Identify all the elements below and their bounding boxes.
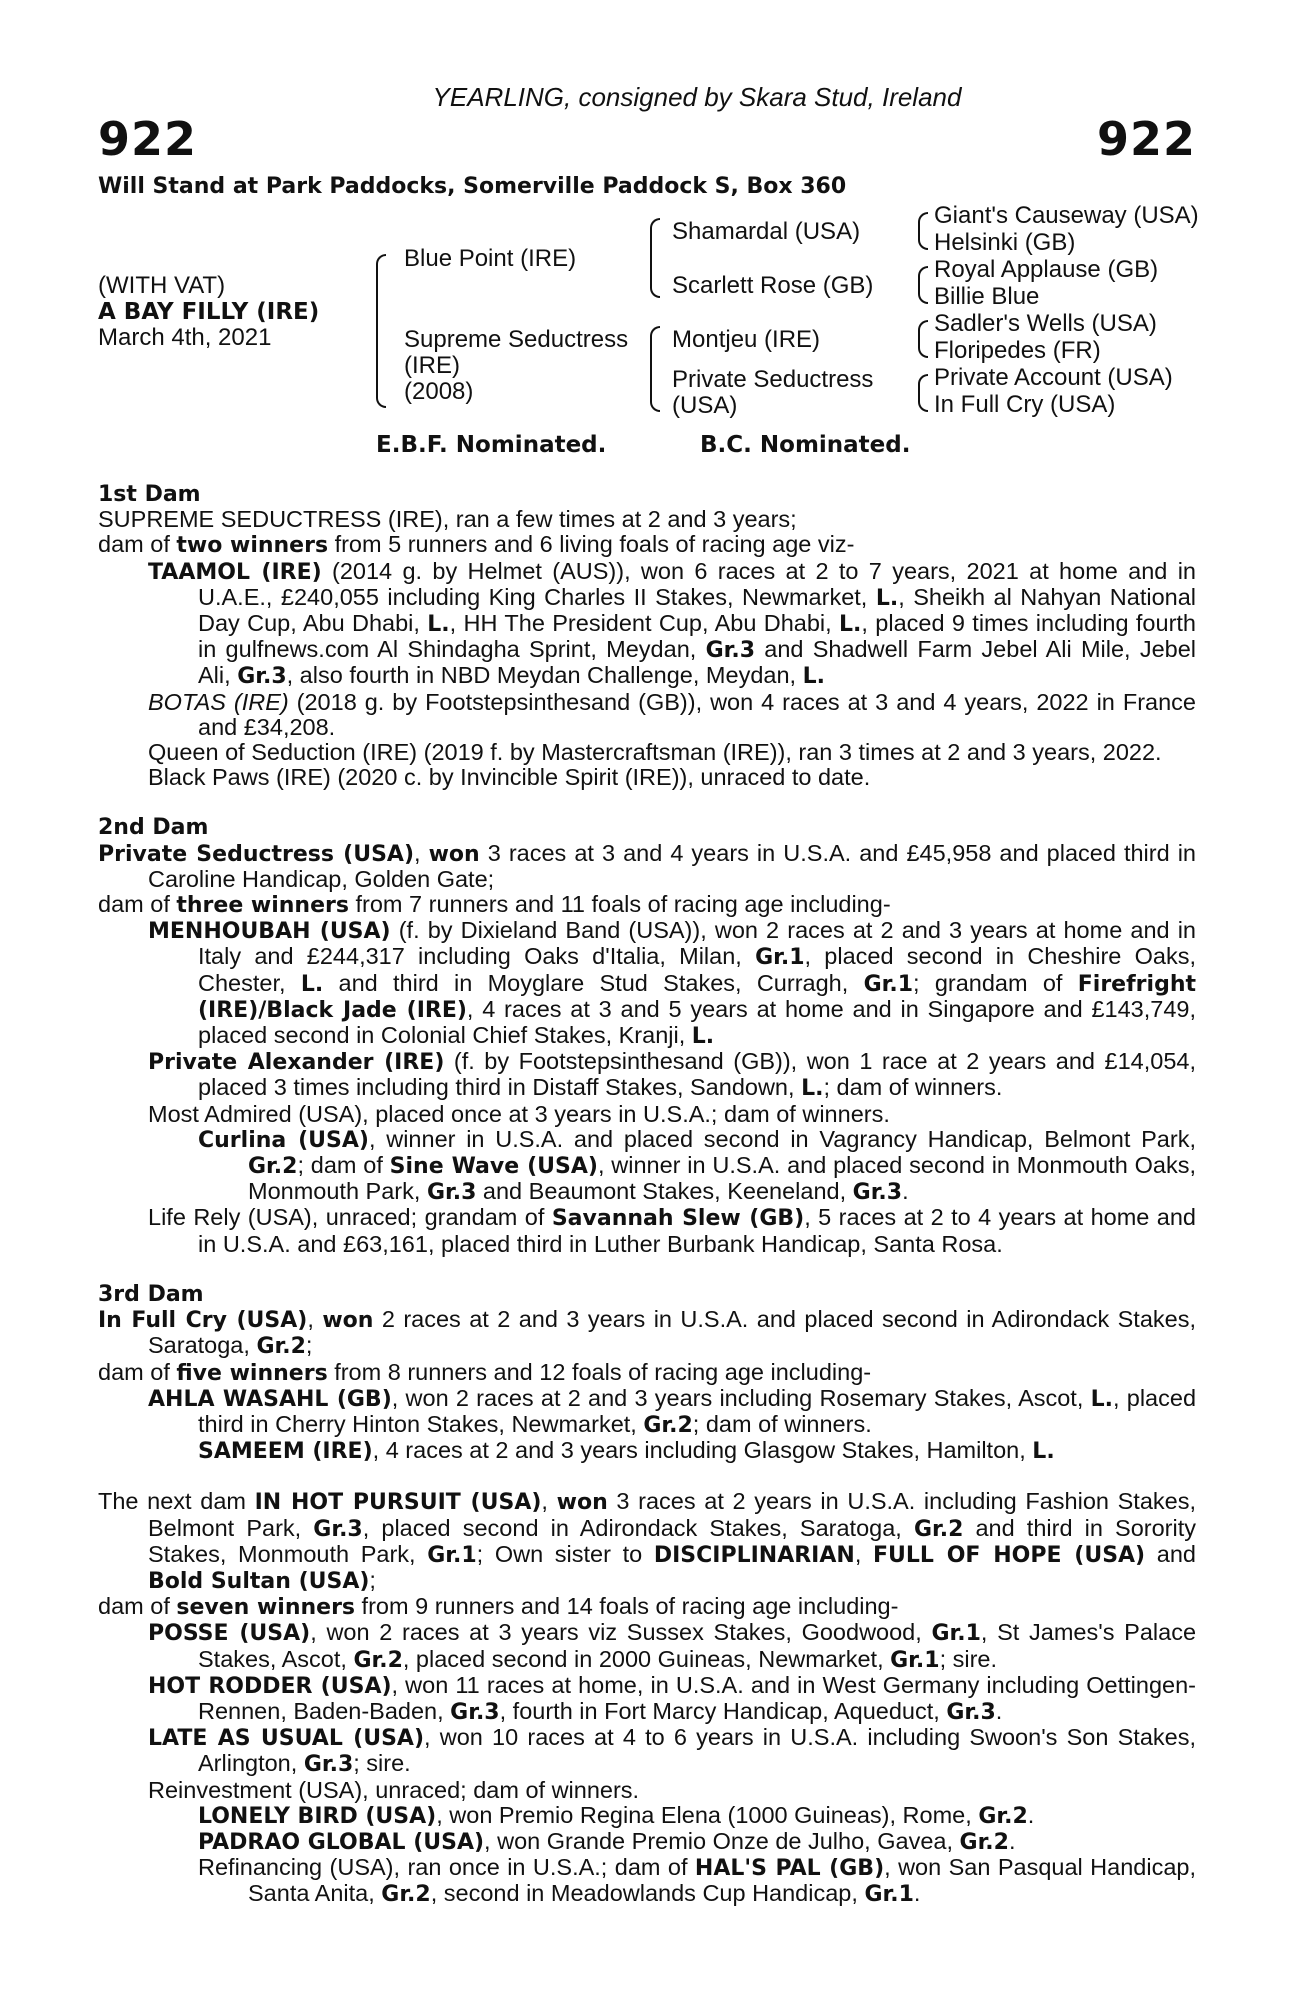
progeny-ahla-wasahl: AHLA WASAHL (GB), won 2 races at 2 and 3 years including Rosemary Stakes, Ascot, L., placed third in Cherry Hinton Stakes, Newmarket, Gr.2; dam of winners. <box>148 1384 1197 1438</box>
pedigree-brace-ss <box>918 212 928 250</box>
pedigree-sds: Royal Applause (GB) <box>934 256 1159 283</box>
pedigree-brace-dam <box>650 326 660 412</box>
third-dam-dam-of: dam of five winners from 8 runners and 12 foals of racing age including- <box>98 1358 872 1386</box>
consignment-line: YEARLING, consigned by Skara Stud, Ireland <box>432 82 962 112</box>
third-dam-heading: 3rd Dam <box>98 1281 204 1307</box>
pedigree-sire-sire: Shamardal (USA) <box>672 218 861 245</box>
progeny-black-paws: Black Paws (IRE) (2020 c. by Invincible Spirit (IRE)), unraced to date. <box>148 764 871 791</box>
pedigree-sdd: Billie Blue <box>934 283 1040 310</box>
pedigree-brace-sire <box>650 218 660 298</box>
foaling-date: March 4th, 2021 <box>98 324 272 351</box>
vat-note: (WITH VAT) <box>98 272 226 299</box>
pedigree-sire: Blue Point (IRE) <box>404 245 577 272</box>
progeny-posse: POSSE (USA), won 2 races at 3 years viz Sussex Stakes, Goodwood, Gr.1, St James's Palace Stakes, Ascot, Gr.2, placed second in 2000 Guineas, Newmarket, Gr.1; sire. <box>148 1619 1197 1673</box>
pedigree-dds: Private Account (USA) <box>934 364 1173 391</box>
progeny-private-alexander: Private Alexander (IRE) (f. by Footstepsinthesand (GB)), won 1 race at 2 years and £14,054, placed 3 times including third in Distaff Stakes, Sandown, L.; dam of winners. <box>148 1048 1196 1102</box>
horse-name: A BAY FILLY (IRE) <box>98 299 320 325</box>
second-dam-dam-of: dam of three winners from 7 runners and 11 foals of racing age including- <box>98 891 891 919</box>
pedigree-brace-dd <box>918 374 928 412</box>
progeny-refinancing: Refinancing (USA), ran once in U.S.A.; dam of HAL'S PAL (GB), won San Pasqual Handicap, Santa Anita, Gr.2, second in Meadowlands Cup Handicap, Gr.1. <box>198 1854 1196 1908</box>
next-dam-dam-of: dam of seven winners from 9 runners and 14 foals of racing age including- <box>98 1593 899 1621</box>
first-dam-heading: 1st Dam <box>98 482 201 507</box>
progeny-lonely-bird: LONELY BIRD (USA), won Premio Regina Elena (1000 Guineas), Rome, Gr.2. <box>198 1801 1035 1829</box>
pedigree-dss: Sadler's Wells (USA) <box>934 310 1157 337</box>
progeny-curlina: Curlina (USA), winner in U.S.A. and placed second in Vagrancy Handicap, Belmont Park, Gr.2; dam of Sine Wave (USA), winner in U.S.A. and placed second in Monmouth Oaks, Monmouth Park, Gr.3 and Beaumont Stakes, Keeneland, Gr.3. <box>198 1125 1196 1206</box>
progeny-late-as-usual: LATE AS USUAL (USA), won 10 races at 4 to 6 years in U.S.A. including Swoon's Son Stakes, Arlington, Gr.3; sire. <box>148 1724 1197 1778</box>
third-dam-summary: In Full Cry (USA), won 2 races at 2 and 3 years in U.S.A. and placed second in Adirondack Stakes, Saratoga, Gr.2; <box>98 1306 1197 1360</box>
pedigree-brace-ds <box>918 320 928 358</box>
bc-nomination: B.C. Nominated. <box>700 432 911 458</box>
stand-info: Will Stand at Park Paddocks, Somerville Paddock S, Box 360 <box>98 174 847 199</box>
pedigree-brace-main <box>376 254 386 408</box>
pedigree-ddd: In Full Cry (USA) <box>934 391 1116 418</box>
progeny-queen-of-seduction: Queen of Seduction (IRE) (2019 f. by Mastercraftsman (IRE)), ran 3 times at 2 and 3 years, 2022. <box>148 739 1162 766</box>
ebf-nomination: E.B.F. Nominated. <box>376 432 607 458</box>
pedigree-ssd: Helsinki (GB) <box>934 229 1076 256</box>
next-dam-summary: The next dam IN HOT PURSUIT (USA), won 3 races at 2 years in U.S.A. including Fashion Stakes, Belmont Park, Gr.3, placed second in Adirondack Stakes, Saratoga, Gr.2 and third in Sorority Stakes, Monmouth Park, Gr.1; Own sister to DISCIPLINARIAN, FULL OF HOPE (USA) and Bold Sultan (USA); <box>98 1488 1197 1594</box>
lot-number-right: 922 <box>1096 112 1196 166</box>
progeny-botas: BOTAS (IRE) (2018 g. by Footstepsinthesand (GB)), won 4 races at 3 and 4 years, 2022 in France and £34,208. <box>148 688 1196 740</box>
pedigree-sire-dam: Scarlett Rose (GB) <box>672 272 874 299</box>
pedigree-dam-line3: (2008) <box>404 378 474 405</box>
progeny-most-admired: Most Admired (USA), placed once at 3 years in U.S.A.; dam of winners. <box>148 1100 890 1127</box>
progeny-reinvestment: Reinvestment (USA), unraced; dam of winners. <box>148 1776 640 1803</box>
second-dam-summary: Private Seductress (USA), won 3 races at 3 and 4 years in U.S.A. and £45,958 and placed third in Caroline Handicap, Golden Gate; <box>98 839 1197 892</box>
first-dam-summary: SUPREME SEDUCTRESS (IRE), ran a few times at 2 and 3 years; <box>98 506 797 533</box>
pedigree-brace-sd <box>918 266 928 304</box>
pedigree-dam-line2: (IRE) <box>404 352 460 379</box>
progeny-padrao-global: PADRAO GLOBAL (USA), won Grande Premio Onze de Julho, Gavea, Gr.2. <box>198 1827 1016 1855</box>
pedigree-dam-dam-line2: (USA) <box>672 392 738 419</box>
second-dam-heading: 2nd Dam <box>98 815 209 841</box>
catalogue-body <box>98 482 1196 1908</box>
pedigree-dam-sire: Montjeu (IRE) <box>672 326 821 353</box>
progeny-taamol: TAAMOL (IRE) (2014 g. by Helmet (AUS)), won 6 races at 2 to 7 years, 2021 at home and in U.A.E., £240,055 including King Charles II Stakes, Newmarket, L., Sheikh al Nahyan National Day Cup, Abu Dhabi, L., HH The President Cup, Abu Dhabi, L., placed 9 times including fourth in gulfnews.com Al Shindagha Sprint, Meydan, Gr.3 and Shadwell Farm Jebel Ali Mile, Jebel Ali, Gr.3, also fourth in NBD Meydan Challenge, Meydan, L. <box>148 557 1197 690</box>
pedigree-sss: Giant's Causeway (USA) <box>934 202 1199 229</box>
pedigree-dam-line1: Supreme Seductress <box>404 326 629 353</box>
lot-number-left: 922 <box>98 112 198 166</box>
progeny-sameem: SAMEEM (IRE), 4 races at 2 and 3 years including Glasgow Stakes, Hamilton, L. <box>198 1437 1055 1465</box>
progeny-menhoubah: MENHOUBAH (USA) (f. by Dixieland Band (USA)), won 2 races at 2 and 3 years at home and in Italy and £244,317 including Oaks d'Italia, Milan, Gr.1, placed second in Cheshire Oaks, Chester, L. and third in Moyglare Stud Stakes, Curragh, Gr.1; grandam of Firefright (IRE)/Black Jade (IRE), 4 races at 3 and 5 years at home and in Singapore and £143,749, placed second in Colonial Chief Stakes, Kranji, L. <box>148 917 1196 1050</box>
first-dam-dam-of: dam of two winners from 5 runners and 6 living foals of racing age viz- <box>98 531 855 559</box>
pedigree-dsd: Floripedes (FR) <box>934 337 1101 364</box>
pedigree-dam-dam-line1: Private Seductress <box>672 366 874 393</box>
progeny-life-rely: Life Rely (USA), unraced; grandam of Savannah Slew (GB), 5 races at 2 to 4 years at home and in U.S.A. and £63,161, placed third in Luther Burbank Handicap, Santa Rosa. <box>148 1204 1197 1257</box>
progeny-hot-rodder: HOT RODDER (USA), won 11 races at home, in U.S.A. and in West Germany including Oettingen-Rennen, Baden-Baden, Gr.3, fourth in Fort Marcy Handicap, Aqueduct, Gr.3. <box>148 1671 1196 1725</box>
